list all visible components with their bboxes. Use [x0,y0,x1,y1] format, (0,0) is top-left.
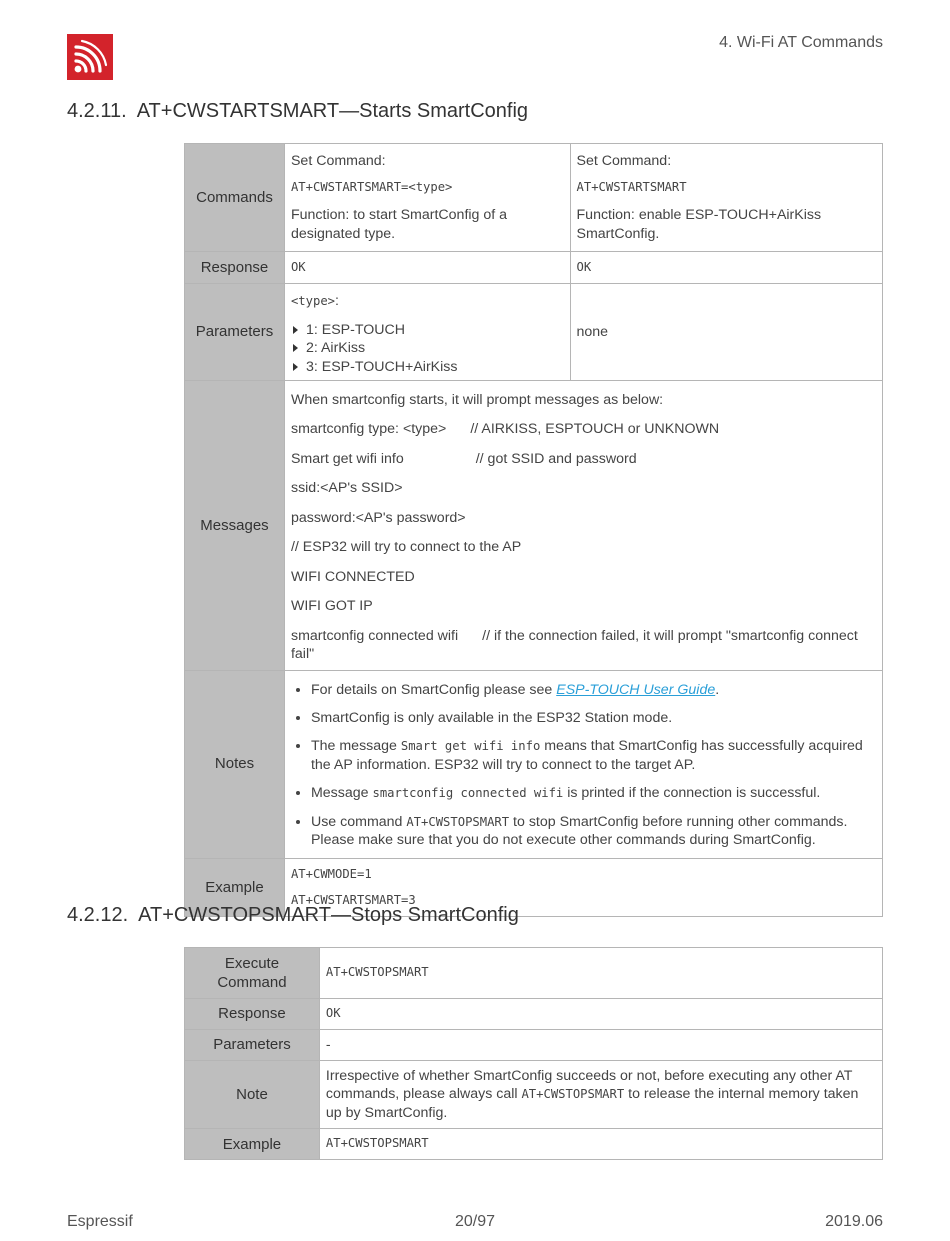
messages-row [185,381,883,671]
cwstopsmart-table [184,947,883,1160]
section-heading-cwstartsmart [67,100,528,123]
response-value: OK [284,252,570,284]
row-label: Notes [185,670,285,858]
param-name: <type> [290,294,335,309]
example-row [185,1129,883,1160]
bullet-triangle-icon [293,344,298,352]
param-option: 2: AirKiss [291,339,564,357]
section-number: 4.2.11. [67,100,127,122]
parameters-row [185,284,883,381]
cell-heading: Set Command: [576,153,672,169]
message-line: WIFI CONNECTED [290,568,415,585]
note-item: • Message smartconfig connected wifi is printed if the connection is successful. [311,784,876,802]
notes-cell [284,670,882,858]
section-heading-cwstopsmart [67,904,519,927]
parameters-value: - [319,1030,882,1061]
notes-list [291,681,876,850]
example-line: AT+CWMODE=1 [290,866,372,881]
section-title: AT+CWSTOPSMART—Stops SmartConfig [138,904,519,926]
response-row [185,999,883,1030]
footer-page-number: 20/97 [454,1213,496,1230]
param-option: 3: ESP-TOUCH+AirKiss [291,358,564,376]
row-label: Example [185,858,285,917]
message-line: ssid:<AP's SSID> [290,480,403,497]
parameters-none: none [570,284,882,381]
message-line: smartconfig connected wifi // if the connection failed, it will prompt "smartconfig connect fail" [290,627,858,663]
message-line: When smartconfig starts, it will prompt messages as below: [290,392,664,409]
message-line: // ESP32 will try to connect to the AP [290,539,522,556]
message-line: smartconfig type: <type> // AIRKISS, ESPTOUCH or UNKNOWN [290,421,720,438]
notes-row [185,670,883,858]
response-value: OK [570,252,882,284]
header-section-title: 4. Wi-Fi AT Commands [719,34,883,51]
row-label: Parameters [185,1030,320,1061]
parameters-row [185,1030,883,1061]
note-value: Irrespective of whether SmartConfig succeeds or not, before executing any other AT commands, please always call AT+CWSTOPSMART to release the internal memory taken up by SmartConfig. [319,1061,882,1129]
parameters-cell [284,284,570,381]
message-line: WIFI GOT IP [290,598,373,615]
commands-set-typed [284,144,570,252]
bullet-triangle-icon [293,326,298,334]
cwstartsmart-table [184,143,883,917]
command-function: Function: to start SmartConfig of a designated type. [290,207,508,242]
row-label: Example [185,1129,320,1160]
row-label: Messages [185,381,285,671]
message-line: Smart get wifi info // got SSID and password [290,450,637,467]
cell-heading: Set Command: [290,153,386,169]
messages-cell [284,381,882,671]
param-colon: : [335,293,339,310]
response-row [185,252,883,284]
example-line: AT+CWSTARTSMART=3 [290,892,416,907]
row-label: Execute Command [185,948,320,999]
footer-company: Espressif [67,1213,133,1230]
execute-row [185,948,883,999]
note-item: • SmartConfig is only available in the ESP32 Station mode. [311,709,876,727]
commands-set-default [570,144,882,252]
row-label: Response [185,999,320,1030]
example-value: AT+CWSTOPSMART [319,1129,882,1160]
execute-value: AT+CWSTOPSMART [319,948,882,999]
row-label: Commands [185,144,285,252]
row-label: Parameters [185,284,285,381]
response-value: OK [319,999,882,1030]
espressif-logo-icon [67,34,113,80]
esp-touch-guide-link[interactable]: ESP-TOUCH User Guide [556,681,716,698]
command-code: AT+CWSTARTSMART [576,180,687,195]
commands-row [185,144,883,252]
section-title: AT+CWSTARTSMART—Starts SmartConfig [136,100,529,122]
section-number: 4.2.12. [67,904,129,926]
message-line: password:<AP's password> [290,509,466,526]
param-option: 1: ESP-TOUCH [291,321,564,339]
footer-date: 2019.06 [825,1213,883,1230]
note-item: • The message Smart get wifi info means that SmartConfig has successfully acquired the AP information. ESP32 will try to connect to the target AP. [311,737,876,774]
note-item: • For details on SmartConfig please see ESP-TOUCH User Guide. [311,681,876,699]
note-item: • Use command AT+CWSTOPSMART to stop SmartConfig before running other commands. Please make sure that you do not execute other commands during SmartConfig. [311,813,876,850]
command-code: AT+CWSTARTSMART=<type> [290,180,453,195]
row-label: Note [185,1061,320,1129]
row-label: Response [185,252,285,284]
bullet-triangle-icon [293,363,298,371]
command-function: Function: enable ESP-TOUCH+AirKiss SmartConfig. [576,207,822,242]
note-row [185,1061,883,1129]
